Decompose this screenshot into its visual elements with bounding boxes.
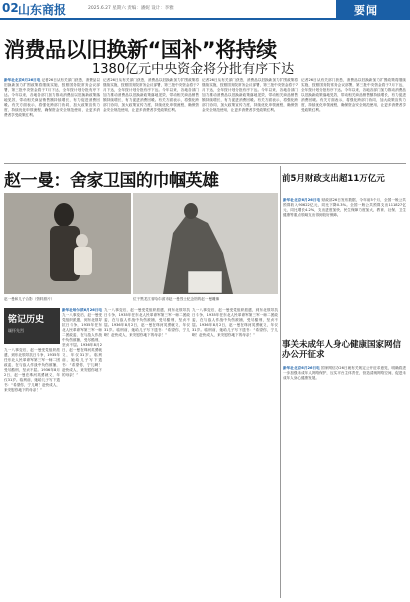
side1-article: 新华社北京6月26日电 财政部26日发布数据，今年前5个月，全国一般公共预算收入90622亿元，同比下降0.3%。全国一般公共预算支出111827亿元，同比增长4.2%，支出进度加快，民生保障力度加大，教育、社保、卫生健康等重点领域支出得到较好保障。 (283, 198, 406, 217)
side2-article: 新华社北京6月26日电 国家网信办26日就有关规定公开征求意见，明确将进一步加强未成年人网络保护，压实平台主体责任，营造清朗网络空间，促进未成年人身心健康发展。 (283, 366, 406, 380)
main-article-col3: 记者26日从有关部门获悉，消费品以旧换新加力扩围政策将继续实施，按照国务院常务会议部署，第三批中央资金将于7月下达，全年按计划分批有序下达。今年以来，各地各部门加力推动消费品以旧换新政策落地见效，带动相关商品销售额持续增长，有力促进消费回暖。有关方面表示，将强化跨部门协同，加大政策宣传力度，持续优化申领流程，确保资金安全规范使用，让更多消费者享受政策红利。 (202, 78, 298, 112)
story2-headline: 赵一曼：舍家卫国的巾帼英雄 (4, 171, 219, 191)
story2-col1: 新华社哈尔滨6月26日电 九一八事变后，赵一曼受党组织派遣，到东北领导抗日斗争，1935年任东北人民革命军第三军一师二团政委，在与敌人作战中负伤被捕，受尽酷刑，坚贞不屈。1936年8月2日，赵一曼在珠河英勇就义，年仅31岁。临刑前，她给儿子写下遗书：“希望你，宁儿啊！赶快成人，来安慰你地下的母亲！” (62, 308, 102, 377)
main-article-col2: 记者26日从有关部门获悉，消费品以旧换新加力扩围政策将继续实施，按照国务院常务会议部署，第三批中央资金将于7月下达，全年按计划分批有序下达。今年以来，各地各部门加力推动消费品以旧换新政策落地见效，带动相关商品销售额持续增长，有力促进消费回暖。有关方面表示，将强化跨部门协同，加大政策宣传力度，持续优化申领流程，确保资金安全规范使用，让更多消费者享受政策红利。 (103, 78, 199, 112)
photo-caption-1: 赵一曼和儿子合影（资料照片） (4, 297, 55, 301)
story2-col3: 九一八事变后，赵一曼受党组织派遣，到东北领导抗日斗争，1935年任东北人民革命军第三军一师二团政委，在与敌人作战中负伤被捕，受尽酷刑，坚贞不屈。1936年8月2日，赵一曼在珠河英勇就义，年仅31岁。临刑前，她给儿子写下遗书：“希望你，宁儿啊！赶快成人，来安慰你地下的母亲！” (192, 308, 278, 337)
section-name: 山东商报 (18, 3, 67, 17)
photo-caption-2: 位于黑龙江省哈尔滨市赵一曼烈士纪念馆的赵一曼雕像 (133, 297, 220, 301)
historic-photo (4, 193, 131, 294)
issue-meta: 2025.6.27 星期六 责编：潘妮 设计：李雅 (88, 6, 174, 11)
divider (4, 163, 406, 164)
story2-col0: 九一八事变后，赵一曼受党组织派遣，到东北领导抗日斗争，1935年任东北人民革命军第三军一师二团政委，在与敌人作战中负伤被捕，受尽酷刑，坚贞不屈。1936年8月2日，赵一曼在珠河英勇就义，年仅31岁。临刑前，她给儿子写下遗书：“希望你，宁儿啊！赶快成人，来安慰你地下的母亲！” (4, 348, 60, 392)
section-banner: 要闻 (336, 0, 410, 18)
story2-col2: 九一八事变后，赵一曼受党组织派遣，到东北领导抗日斗争，1935年任东北人民革命军第三军一师二团政委，在与敌人作战中负伤被捕，受尽酷刑，坚贞不屈。1936年8月2日，赵一曼在珠河英勇就义，年仅31岁。临刑前，她给儿子写下遗书：“希望你，宁儿啊！赶快成人，来安慰你地下的母亲！” (104, 308, 190, 337)
main-article-col4: 记者26日从有关部门获悉，消费品以旧换新加力扩围政策将继续实施，按照国务院常务会议部署，第三批中央资金将于7月下达，全年按计划分批有序下达。今年以来，各地各部门加力推动消费品以旧换新政策落地见效，带动相关商品销售额持续增长，有力促进消费回暖。有关方面表示，将强化跨部门协同，加大政策宣传力度，持续优化申领流程，确保资金安全规范使用，让更多消费者享受政策红利。 (301, 78, 406, 112)
statue-photo (133, 193, 278, 294)
main-article-col1: 新华社北京6月26日电 记者26日从有关部门获悉，消费品以旧换新加力扩围政策将继续实施，按照国务院常务会议部署，第三批中央资金将于7月下达，全年按计划分批有序下达。今年以来，各地各部门加力推动消费品以旧换新政策落地见效，带动相关商品销售额持续增长，有力促进消费回暖。有关方面表示，将强化跨部门协同，加大政策宣传力度，持续优化申领流程，确保资金安全规范使用，让更多消费者享受政策红利。 (4, 78, 100, 117)
inset-banner: 铭记历史 缅怀先烈 (4, 308, 60, 344)
page-header (0, 0, 410, 20)
side1-headline: 前5月财政支出超11万亿元 (282, 174, 385, 184)
page-number: 02 (2, 1, 19, 15)
main-subheadline: 1380亿元中央资金将分批有序下达 (92, 62, 295, 77)
main-headline: 消费品以旧换新“国补”将持续 (4, 38, 277, 62)
side2-headline: 事关未成年人身心健康国家网信办公开征求 (282, 340, 402, 360)
column-rule (280, 166, 281, 598)
